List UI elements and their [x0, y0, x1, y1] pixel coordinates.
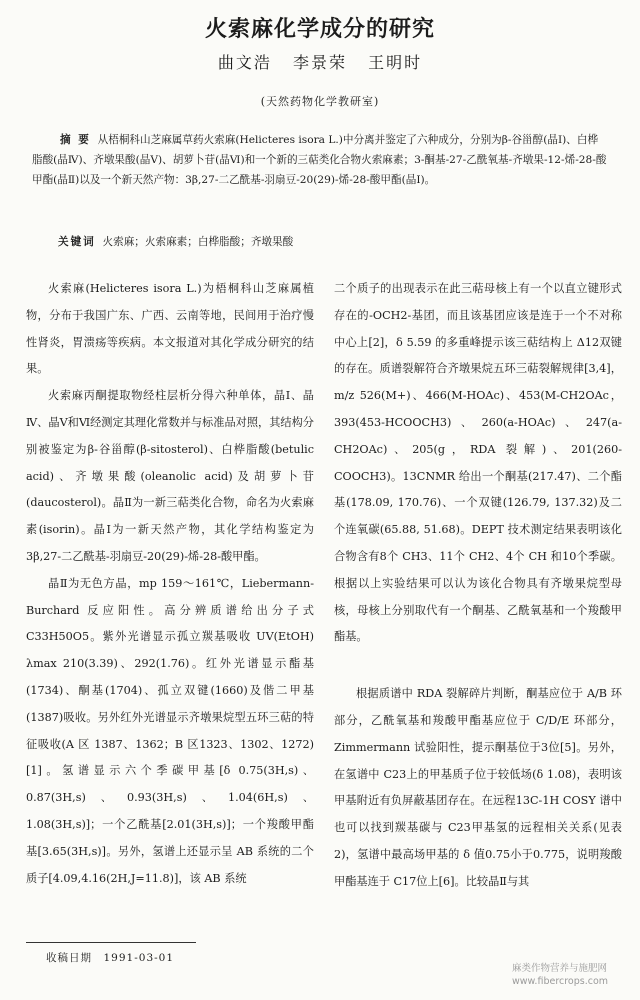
abstract-text: 从梧桐科山芝麻属草药火索麻(Helicteres isora L.)中分离并鉴定了六种成分，分别为β-谷甾醇(晶Ⅰ)、白桦脂酸(晶Ⅳ)、齐墩果酸(晶Ⅴ)、胡萝卜苷(晶Ⅵ)和一个新的三萜类化合物火索麻素；3-酮基-27-乙酰氧基-齐墩果-12-烯-28-酸甲酯(晶Ⅱ)以及一个新天然产物：3β,27-二乙酰基-羽扇豆-20(29)-烯-28-酸甲酯(晶Ⅰ)。	[32, 134, 607, 186]
body-paragraph: 晶Ⅱ为无色方晶，mp 159～161℃，Liebermann-Burchard 反应阳性。高分辨质谱给出分子式 C33H50O5。紫外光谱显示孤立羰基吸收 UV(EtOH) λmax 210(3.39)、292(1.76)。红外光谱显示酯基(1734)、酮基(1704)、孤立双键(1660)及偕二甲基(1387)吸收。另外红外光谱显示齐墩果烷型五环三萜的特征吸收(A 区 1387、1362；B 区1323、1302、1272)[1]。氢谱显示六个季碳甲基[δ 0.75(3H,s)、0.87(3H,s)、0.93(3H,s)、1.04(6H,s)、1.08(3H,s)]；一个乙酰基[2.01(3H,s)]；一个羧酸甲酯基[3.65(3H,s)]。另外，氢谱上还显示呈 AB 系统的二个质子[4.09,4.16(2H,J=11.8)]，该 AB 系统	[26, 576, 314, 885]
site-watermark: 麻类作物营养与施肥网 www.fibercrops.com	[512, 963, 609, 987]
paper-authors: 曲文浩 李景荣 王明时	[217, 53, 423, 72]
body-paragraph: 二个质子的出现表示在此三萜母核上有一个以直立键形式存在的-OCH2-基团，而且该基团应该是连于一个不对称中心上[2]，δ 5.59 的多重峰提示该三萜结构上 Δ12双键的存在。质谱裂解符合齐墩果烷五环三萜裂解规律[3,4]，m/z 526(M+)、466(M-HOAc)、453(M-CH2OAc，393(453-HCOOCH3)、260(a-HOAc)、247(a-CH2OAc)、205(g，RDA 裂解)、201(260-COOCH3)。13CNMR 给出一个酮基(217.47)、二个酯基(178.09, 170.76)、一个双键(126.79, 137.32)及二个连氧碳(65.88, 51.68)。DEPT 技术测定结果表明该化合物含有8个 CH3、11个 CH2、4个 CH 和10个季碳。根据以上实验结果可以认为该化合物具有齐墩果烷型母核，母核上分别取代有一个酮基、乙酰氧基和一个羧酸甲酯基。	[334, 282, 622, 644]
keywords	[58, 233, 618, 251]
keywords-label: 关键词	[58, 236, 96, 248]
received-date: 收稿日期 1991-03-01	[46, 952, 175, 964]
body-paragraph: 火索麻丙酮提取物经柱层析分得六种单体，晶Ⅰ、晶Ⅳ、晶Ⅴ和Ⅵ经测定其理化常数并与标准品对照，其结构分别被鉴定为β-谷甾醇(β-sitosterol)、白桦脂酸(betulic acid)、齐墩果酸(oleanolic acid)及胡萝卜苷(daucosterol)。晶Ⅱ为一新三萜类化合物，命名为火索麻素(isorin)。晶Ⅰ为一新天然产物，其化学结构鉴定为3β,27-二乙酰基-羽扇豆-20(29)-烯-28-酸甲酯。	[26, 389, 314, 563]
keywords-text: 火索麻；火索麻素；白桦脂酸；齐墩果酸	[102, 236, 294, 248]
paper-affiliation: (天然药物化学教研室)	[260, 95, 380, 108]
footnote-divider	[26, 942, 196, 943]
abstract-label: 摘 要	[60, 134, 91, 146]
abstract	[32, 130, 608, 190]
body-paragraph: 根据质谱中 RDA 裂解碎片判断，酮基应位于 A/B 环部分，乙酰氧基和羧酸甲酯基应位于 C/D/E 环部分，Zimmermann 试验阳性，提示酮基位于3位[5]。另外，在氢谱中 C23上的甲基质子位于较低场(δ 1.08)，表明该甲基附近有负屏蔽基团存在。在远程13C-1H COSY 谱中也可以找到羰基碳与 C23甲基氢的远程相关关系(见表2)，氢谱中最高场甲基的 δ 值0.75小于0.775，说明羧酸甲酯基连于 C17位上[6]。比较晶Ⅱ与其	[334, 687, 622, 888]
body-column-left	[26, 276, 314, 892]
body-column-right	[334, 276, 622, 896]
body-paragraph: 火索麻(Helicteres isora L.)为梧桐科山芝麻属植物，分布于我国广东、广西、云南等地，民间用于治疗慢性肾炎，胃溃疡等疾病。本文报道对其化学成分研究的结果。	[26, 282, 314, 376]
paper-title: 火索麻化学成分的研究	[204, 17, 435, 42]
